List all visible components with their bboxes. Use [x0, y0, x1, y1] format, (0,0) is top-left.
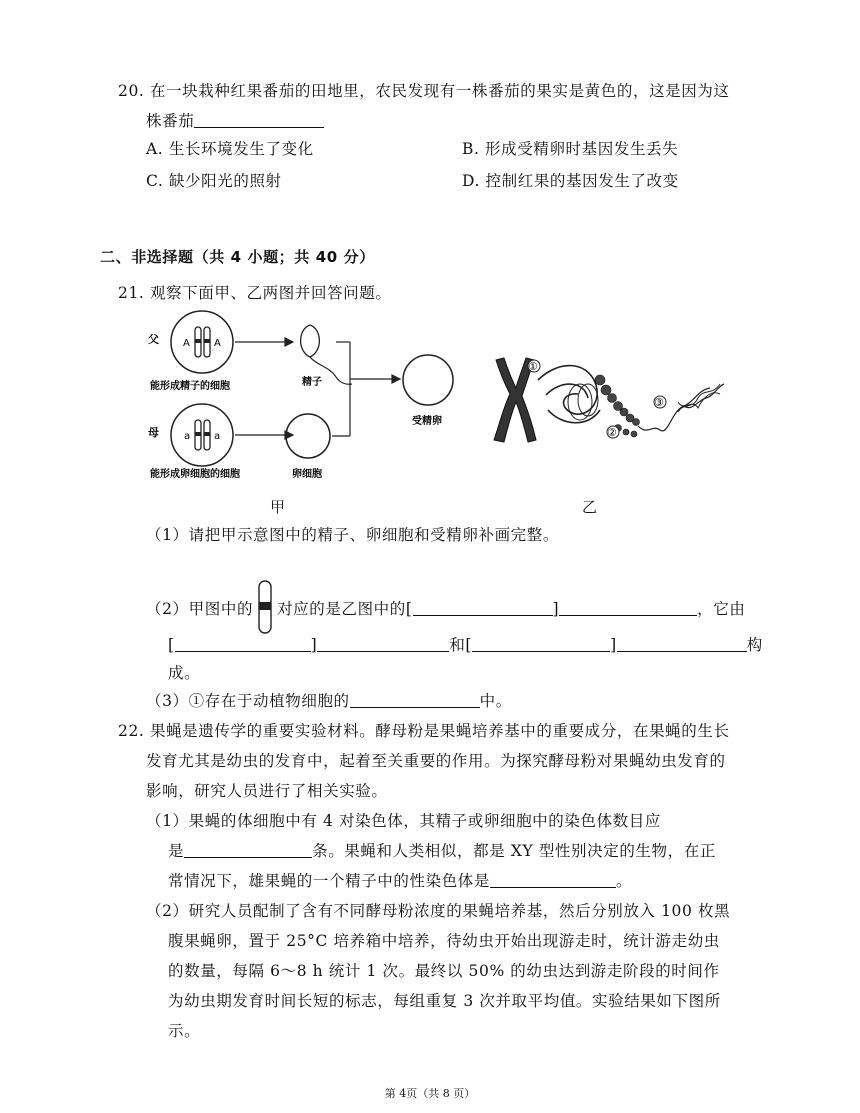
q20-stem-line2 [146, 110, 324, 132]
q21-part2-line3: 成。 [168, 664, 201, 682]
q20-option-b: B. 形成受精卵时基因发生丢失 [462, 140, 679, 158]
allele-a-left: a [184, 431, 191, 442]
q22-part2-line3: 的数量，每隔 6～8 h 统计 1 次。最终以 50% 的幼虫达到游走阶段的时间作 [168, 962, 720, 980]
chromosome-pair-father-icon [195, 327, 210, 357]
q22-line2: 发育尤其是幼虫的发育中，起着至关重要的作用。为探究酵母粉对果蝇幼虫发育的 [146, 752, 726, 770]
q21-part2-text-c: ] [552, 600, 560, 618]
q22-part2-line1: （2）研究人员配制了含有不同酵母粉浓度的果蝇培养基，然后分别放入 100 枚黑 [146, 902, 731, 920]
q20-option-d: D. 控制红果的基因发生了改变 [462, 172, 679, 190]
q21-blank-4[interactable] [317, 635, 449, 652]
q22-part1-text-c: 条。果蝇和人类相似，都是 XY 型性别决定的生物，在正 [312, 842, 716, 860]
q21-part2-text-d: ，它由 [697, 600, 746, 618]
arrow-to-sperm-icon [235, 338, 293, 346]
q21-stem: 21. 观察下面甲、乙两图并回答问题。 [118, 284, 392, 302]
q22-blank-2[interactable] [490, 871, 616, 888]
egg-icon [286, 414, 330, 458]
q20-option-a: A. 生长环境发生了变化 [146, 140, 314, 158]
father-label: 父 [148, 333, 159, 346]
marker-1: ① [528, 360, 538, 373]
fertilization-arrow-icon [332, 342, 400, 436]
q20-option-c: C. 缺少阳光的照射 [146, 172, 282, 190]
egg-label: 卵细胞 [292, 469, 322, 480]
q22-part1-text-b: 是 [168, 842, 185, 860]
figure-yi [488, 350, 728, 450]
marker-3: ③ [654, 396, 664, 409]
q21-part1: （1）请把甲示意图中的精子、卵细胞和受精卵补画完整。 [146, 526, 559, 544]
double-helix-icon [678, 384, 720, 412]
q20-stem-line1: 20. 在一块栽种红果番茄的田地里，农民发现有一株番茄的果实是黄色的，这是因为这 [118, 82, 730, 100]
q21-part2-text-a: （2）甲图中的 [146, 600, 254, 618]
q21-blank-2[interactable] [559, 599, 697, 616]
q22-part2-line5: 示。 [168, 1022, 201, 1040]
zygote-label: 受精卵 [412, 416, 442, 427]
figure-caption-yi: 乙 [582, 498, 598, 516]
q21-blank-3[interactable] [175, 635, 311, 652]
sperm-cell-label: 能形成精子的细胞 [150, 381, 230, 392]
zygote-icon [403, 355, 453, 405]
inline-chromosome-icon [255, 580, 275, 640]
q20-answer-blank[interactable] [194, 111, 324, 128]
q22-part1-text-d: 常情况下，雄果蝇的一个精子中的性染色体是 [168, 872, 491, 890]
q22-part1-line1: （1）果蝇的体细胞中有 4 对染色体，其精子或卵细胞中的染色体数目应 [146, 812, 661, 830]
section-heading: 二、非选择题（共 4 小题；共 40 分） [100, 248, 375, 266]
marker-2: ② [607, 426, 617, 439]
father-cell [171, 311, 233, 373]
mother-cell [171, 404, 233, 466]
q20-stem-text: 株番茄 [146, 112, 195, 130]
q21-blank-7[interactable] [350, 691, 480, 708]
mother-label: 母 [148, 426, 159, 439]
q21-part3-text-a: （3）①存在于动植物细胞的 [146, 692, 350, 710]
sperm-icon [301, 325, 352, 384]
q22-part2-line4: 为幼虫期发育时间长短的标志，每组重复 3 次并取平均值。实验结果如下图所 [168, 992, 721, 1010]
allele-A-right: A [214, 338, 221, 349]
arrow-to-egg-icon [235, 431, 293, 439]
allele-a-right: a [214, 431, 221, 442]
allele-A-left: A [183, 338, 190, 349]
q21-part3-text-b: 中。 [479, 692, 512, 710]
q22-part2-line2: 腹果蝇卵，置于 25°C 培养箱中培养，待幼虫开始出现游走时，统计游走幼虫 [168, 932, 720, 950]
figure-jia [140, 305, 470, 480]
chromosome-pair-mother-icon [195, 420, 210, 450]
q22-blank-1[interactable] [184, 841, 312, 858]
q21-part2-line2 [168, 634, 763, 656]
chromatin-coil-icon [538, 366, 600, 423]
q21-part2-text-h: ] [610, 636, 617, 654]
q22-part1-line2 [168, 840, 716, 862]
q21-blank-5[interactable] [472, 635, 610, 652]
q22-line1: 22. 果蝇是遗传学的重要实验材料。酵母粉是果蝇培养基中的重要成分，在果蝇的生长 [118, 722, 730, 740]
egg-cell-label: 能形成卵细胞的细胞 [150, 469, 240, 480]
q21-part2-text-i: 构 [746, 636, 763, 654]
q21-part2-text-e: [ [168, 636, 175, 654]
page-footer: 第 4页（共 8 页） [384, 1087, 476, 1100]
q22-part1-line3 [168, 870, 632, 892]
q21-blank-6[interactable] [617, 635, 747, 652]
q21-part2-text-b: 对应的是乙图中的[ [277, 600, 413, 618]
q21-part2-line1 [146, 580, 745, 640]
figure-caption-jia: 甲 [270, 498, 286, 516]
sperm-label: 精子 [302, 377, 322, 388]
q22-line3: 影响，研究人员进行了相关实验。 [146, 782, 388, 800]
q21-part2-text-f: ] [310, 636, 318, 654]
q21-part2-text-g: 和[ [449, 636, 473, 654]
q21-blank-1[interactable] [413, 599, 553, 616]
q22-part1-text-e: 。 [616, 872, 633, 890]
q21-part3 [146, 690, 512, 712]
